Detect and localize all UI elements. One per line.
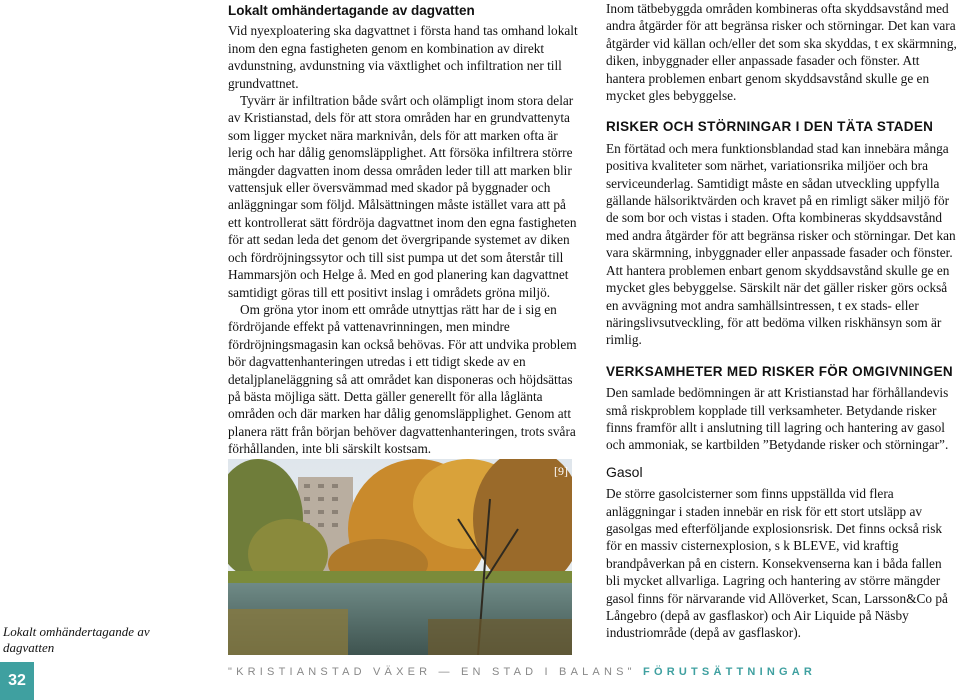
pond-photo-illustration: [228, 459, 572, 655]
paragraph: Vid nyexploatering ska dagvattnet i första hand tas omhand lokalt inom den egna fastigheten genom en kombination av direkt avdunstning, avdunstning via växtlighet och infiltration ner till grundvattnet.: [228, 23, 578, 91]
right-column: [606, 0, 958, 642]
section-heading: Lokalt omhändertagande av dagvatten: [228, 3, 475, 18]
footer-title: "KRISTIANSTAD VÄXER — EN STAD I BALANS": [228, 666, 636, 678]
paragraph: Den samlade bedömningen är att Kristianstad har förhållandevis små riskproblem kopplade till verksamheter. Betydande risker finns framför allt i anslutning till lagring och hantering av gasol och ammoniak, se kartbilden ”Betydande risker och störningar”.: [606, 385, 949, 453]
footer-section: FÖRUTSÄTTNINGAR: [643, 666, 817, 678]
photo-reference: [9]: [554, 464, 568, 478]
paragraph: En förtätad och mera funktionsblandad stad kan innebära många positiva kvaliteter som närhet, variationsrika miljöer och bra serviceunderlag. Samtidigt måste en sådan utveckling uppfylla gällande hälsoriktvärden och kravet på en rimligt säker miljö för de som bor och vistas i staden. Ofta kombineras skyddsavstånd med andra åtgärder för att begränsa risker och störningar. Det kan vara skärmning, inbyggnader eller anpassade fasader och fönster. Att hantera problemen enbart genom skyddsavstånd skulle ge en mycket gles bebyggelse. Särskilt när det gäller risker görs också en avvägning mot andra samhällsintressen, t ex stads- eller näringslivsutveckling, för att bedöma vilken riskhänsyn som är rimlig.: [606, 140, 956, 348]
paragraph: Tyvärr är infiltration både svårt och olämpligt inom stora delar av Kristianstad, dels för att stora områden har en grundvattenyta som ligger mycket nära marknivån, dels för att marken ofta är lerig och har dålig genomsläpplighet. Att försöka infiltrera större mängder dagvatten inom dessa områden leder till att marken blir vattensjuk eller översvämmad med skador på byggnader och anläggningar som följd. Målsättningen måste istället vara att på ett kontrollerat sätt fördröja dagvattnet inom den egna fastigheten för att sedan leda det genom det övergripande systemet av diken och fördröjningssytor och till sist pumpa ut det som återstår till Hammarsjön och Helge å. Med en god planering kan dagvattnet samtidigt göras till ett positivt inslag i områdets gröna miljö.: [228, 93, 577, 300]
pond-photo: [228, 459, 572, 655]
section-heading: VERKSAMHETER MED RISKER FÖR OMGIVNINGEN: [606, 363, 953, 379]
paragraph: De större gasolcisterner som finns uppställda vid flera anläggningar i staden innebär en risk för ett stort utsläpp av gasolgas med efterföljande explosionsrisk. Det finns också risk för en massiv cisternexplosion, s k BLEVE, vid kraftig brandpåverkan på en cistern. Konsekvenserna kan i båda fallen bli mycket allvarliga. Lagring och hantering av större mängder gasol finns för närvarande vid Allöverket, Scan, Larsson&Co på Långebro (depå av gasflaskor) och Air Liquide på Näsby industriområde (depå av gasflaskor).: [606, 486, 948, 641]
page-number: 32: [0, 662, 34, 700]
paragraph: Om gröna ytor inom ett område utnyttjas rätt har de i sig en fördröjande effekt på vattenavrinningen, men mindre fördröjningsmagasin kan också behövas. För att undvika problem bör dagvattenhanteringen utredas i ett tidigt skede av en detaljplaneläggning så att området kan disponeras och höjdsättas på bästa möjliga sätt. Detta gäller generellt för alla låglänta områden och där marken har dålig genomsläpplighet. Genom att planera rätt från början behöver dagvattenhanteringen, trots svåra förhållanden, inte bli särskilt kostsam.: [228, 301, 577, 457]
paragraph: Inom tätbebyggda områden kombineras ofta skyddsavstånd med andra åtgärder för att begränsa risker och störningar. Det kan vara åtgärder vid källan och/eller det som ska skyddas, t ex skärmning, diken, inbyggnader eller anpassade fasader och fönster. Att hantera problemen enbart genom skyddsavstånd skulle ge en mycket gles bebyggelse.: [606, 1, 957, 104]
section-heading: RISKER OCH STÖRNINGAR I DEN TÄTA STADEN: [606, 119, 934, 135]
middle-column: [228, 0, 581, 458]
running-footer: [228, 666, 816, 678]
side-caption: Lokalt omhändertagande av dagvatten: [3, 624, 150, 655]
section-heading: Gasol: [606, 463, 643, 480]
